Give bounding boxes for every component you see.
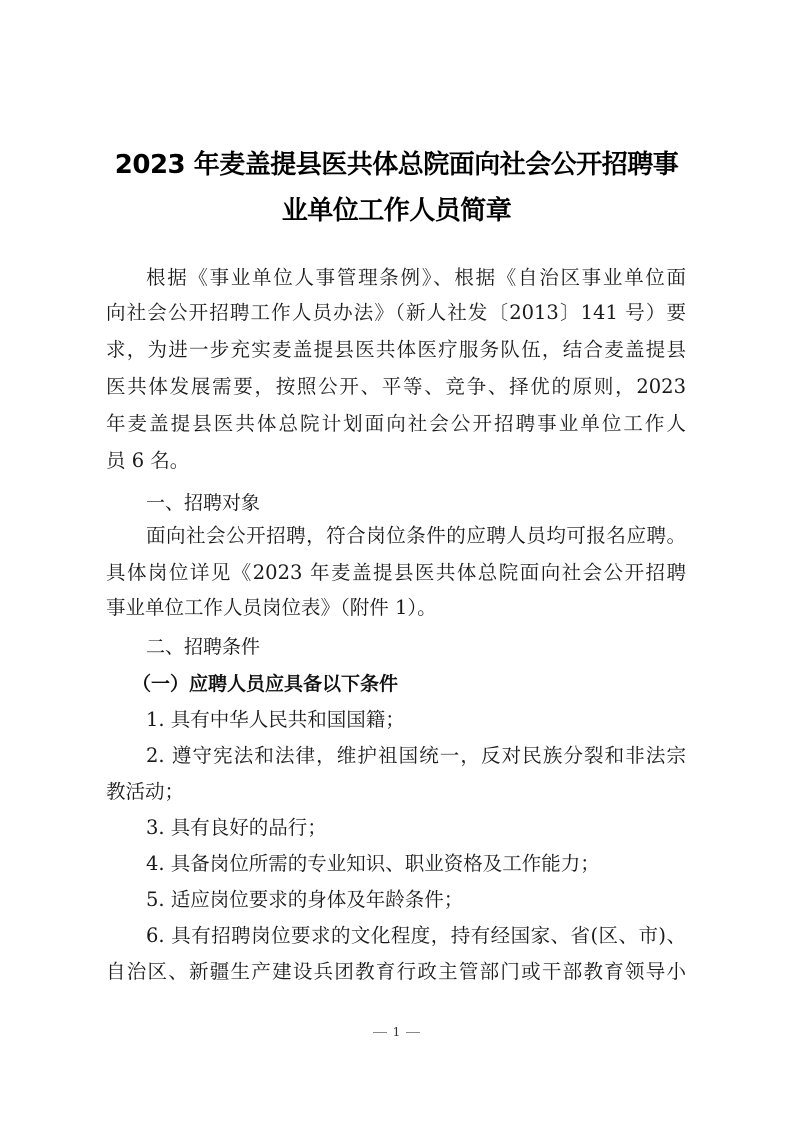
intro-line-4: 医共体发展需要，按照公开、平等、竞争、择优的原则，2023	[106, 375, 686, 398]
condition-item-1: 1. 具有中华人民共和国国籍；	[146, 708, 405, 731]
condition-item-2-cont: 教活动；	[106, 780, 185, 803]
section1-line-3: 事业单位工作人员岗位表》（附件 1）。	[106, 596, 437, 619]
footer-dash-right	[406, 1032, 420, 1033]
condition-item-6-cont: 自治区、新疆生产建设兵团教育行政主管部门或干部教育领导小	[106, 960, 686, 983]
title-line-2: 业单位工作人员简章	[281, 196, 512, 226]
section-heading-recruitment-conditions: 二、招聘条件	[146, 636, 261, 658]
condition-item-6: 6. 具有招聘岗位要求的文化程度，持有经国家、省(区、市)、	[146, 924, 686, 947]
section1-line-2: 具体岗位详见《2023 年麦盖提县医共体总院面向社会公开招聘	[106, 561, 686, 584]
page-number: 1	[392, 1025, 401, 1039]
intro-line-3: 求，为进一步充实麦盖提县医共体医疗服务队伍，结合麦盖提县	[106, 338, 686, 361]
subheading-applicant-conditions: （一）应聘人员应具备以下条件	[132, 673, 399, 695]
section1-line-1: 面向社会公开招聘，符合岗位条件的应聘人员均可报名应聘。	[146, 524, 686, 547]
section-heading-recruitment-target: 一、招聘对象	[146, 492, 261, 514]
document-title	[100, 142, 693, 234]
condition-item-5: 5. 适应岗位要求的身体及年龄条件；	[146, 888, 464, 911]
condition-item-4: 4. 具备岗位所需的专业知识、职业资格及工作能力；	[146, 852, 600, 875]
condition-item-2: 2. 遵守宪法和法律，维护祖国统一，反对民族分裂和非法宗	[146, 744, 686, 767]
condition-item-3: 3. 具有良好的品行；	[146, 816, 327, 839]
intro-line-6: 员 6 名。	[106, 449, 190, 472]
footer-dash-left	[373, 1032, 387, 1033]
title-line-1: 2023 年麦盖提县医共体总院面向社会公开招聘事	[114, 150, 679, 180]
intro-line-1: 根据《事业单位人事管理条例》、根据《自治区事业单位面	[146, 266, 686, 289]
intro-line-2: 向社会公开招聘工作人员办法》（新人社发〔2013〕141 号）要	[106, 301, 686, 324]
intro-line-5: 年麦盖提县医共体总院计划面向社会公开招聘事业单位工作人	[106, 412, 686, 435]
page-footer	[0, 1022, 793, 1042]
